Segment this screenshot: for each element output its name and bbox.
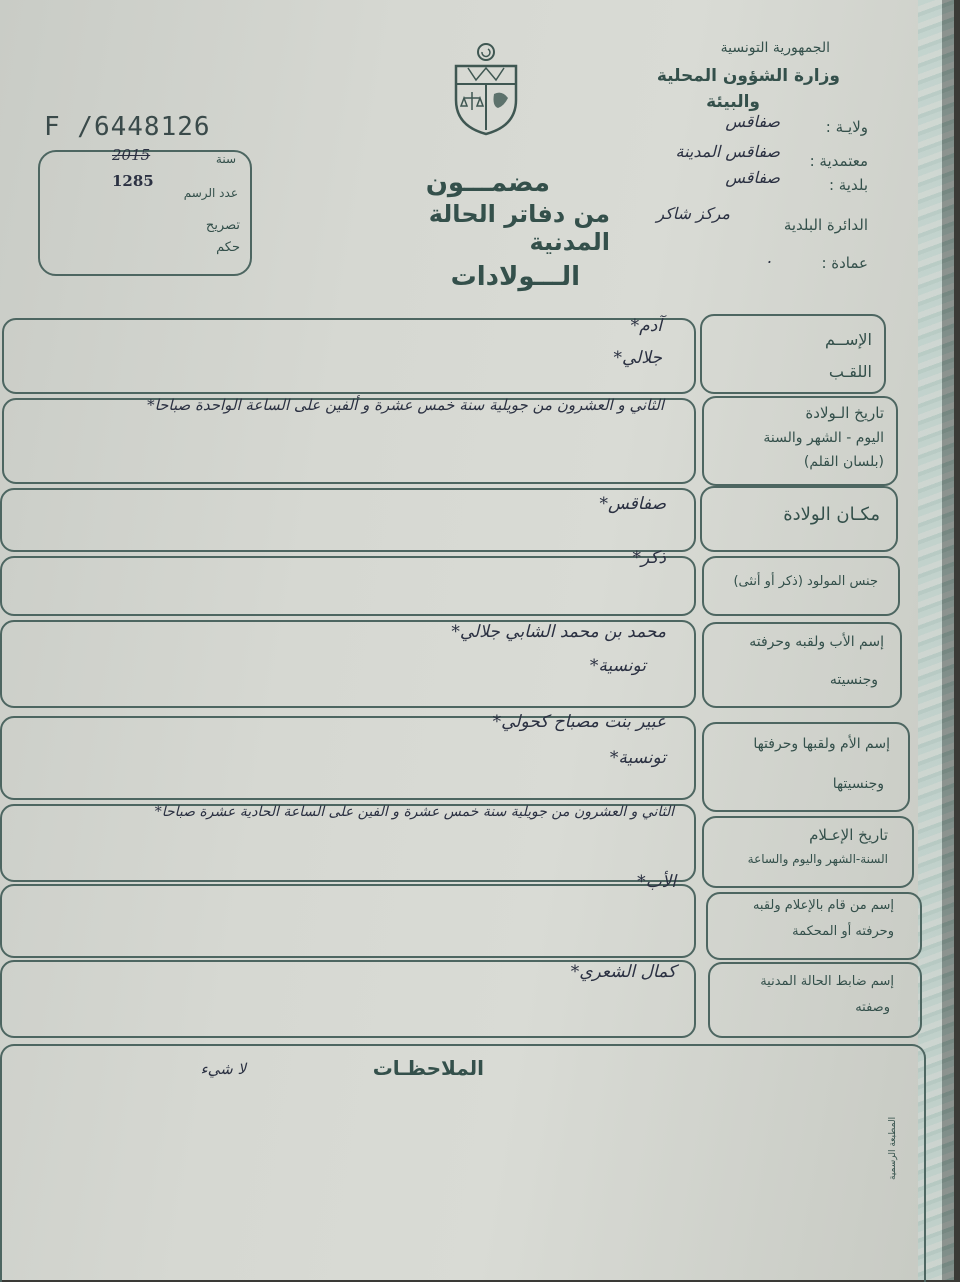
mother-label: إسم الأم ولقبها وحرفتها <box>753 736 890 752</box>
births-title: الـــولادات <box>450 262 580 292</box>
declarant-label-2: وحرفته أو المحكمة <box>792 924 894 939</box>
republic-title: الجمهورية التونسية <box>720 40 830 56</box>
declaration-label: تصريح <box>205 218 240 233</box>
surname-label: اللقـب <box>828 362 872 381</box>
father-label-2: وجنسيته <box>829 672 878 688</box>
registry-title: من دفاتر الحالة المدنية <box>428 200 610 256</box>
mother-value: عبير بنت مصباح كحولي* <box>492 712 666 732</box>
birth-date-value: الثاني و العشرون من جويلية سنة خمس عشرة و ألفين على الساعة الواحدة صباحا* <box>147 396 664 414</box>
notes-value: لا شيء <box>200 1060 246 1078</box>
father-label: إسم الأب ولقبه وحرفته <box>749 634 884 650</box>
district-label: الدائرة البلدية <box>783 216 868 234</box>
birth-date-sublabel: اليوم - الشهر والسنة <box>763 430 884 446</box>
officer-value: كمال الشعري* <box>570 962 676 982</box>
declarant-value: الأب* <box>637 872 676 892</box>
ministry-title-2: والبيئة <box>706 92 760 112</box>
year-label: سنة <box>215 152 236 166</box>
municipality-label: بلدية : <box>828 176 868 194</box>
mother-label-2: وجنسيتها <box>832 776 884 792</box>
father-nationality: تونسية* <box>589 656 646 676</box>
declaration-date-label: تاريخ الإعـلام <box>809 826 888 844</box>
declarant-value-box <box>0 884 696 958</box>
governorate-label: ولايـة : <box>825 118 868 136</box>
birth-place-value: صفاقس* <box>599 494 666 514</box>
serial-number: F /6448126 <box>44 112 211 142</box>
mother-nationality: تونسية* <box>609 748 666 768</box>
birth-date-note: (بلسان القلم) <box>803 454 884 470</box>
delegation-value: صفاقس المدينة <box>675 142 780 161</box>
printer-mark: المطبعة الرسمية <box>888 1116 898 1180</box>
number-value: 1285 <box>112 172 154 190</box>
judgment-label: حكم <box>216 240 240 255</box>
sector-label: عمادة : <box>821 254 868 272</box>
sex-value: ذكر* <box>632 548 666 568</box>
officer-label-2: وصفته <box>855 1000 890 1015</box>
year-value: 2015 <box>112 146 151 164</box>
coat-of-arms-icon <box>446 38 526 138</box>
ministry-title: وزارة الشؤون المحلية <box>656 66 840 86</box>
district-value: مركز شاكر <box>656 204 730 223</box>
name-label: الإســم <box>825 330 872 349</box>
officer-label: إسم ضابط الحالة المدنية <box>760 974 894 989</box>
name-value: آدم* <box>630 316 662 336</box>
sex-label: جنس المولود (ذكر أو أنثى) <box>733 574 878 589</box>
birth-place-label: مكـان الولادة <box>783 504 880 525</box>
surname-value: جلالي* <box>613 348 662 368</box>
registration-box <box>38 150 252 276</box>
extract-title: مضمـــون <box>425 168 550 198</box>
declaration-date-value: الثاني و العشرون من جويلية سنة خمس عشرة و الفين على الساعة الحادية عشرة صباحا* <box>154 804 674 820</box>
birth-date-label: تاريخ الـولادة <box>805 404 884 422</box>
number-label: عدد الرسم <box>183 186 238 200</box>
delegation-label: معتمدية : <box>809 152 868 170</box>
father-value: محمد بن محمد الشابي جلالي* <box>451 622 666 642</box>
sector-value: . <box>766 248 772 267</box>
declarant-label: إسم من قام بالإعلام ولقبه <box>752 898 894 913</box>
municipality-value: صفاقس <box>725 168 780 187</box>
declaration-date-sublabel: السنة-الشهر واليوم والساعة <box>747 852 888 866</box>
notes-label: الملاحظـات <box>372 1056 484 1080</box>
governorate-value: صفاقس <box>725 112 780 131</box>
